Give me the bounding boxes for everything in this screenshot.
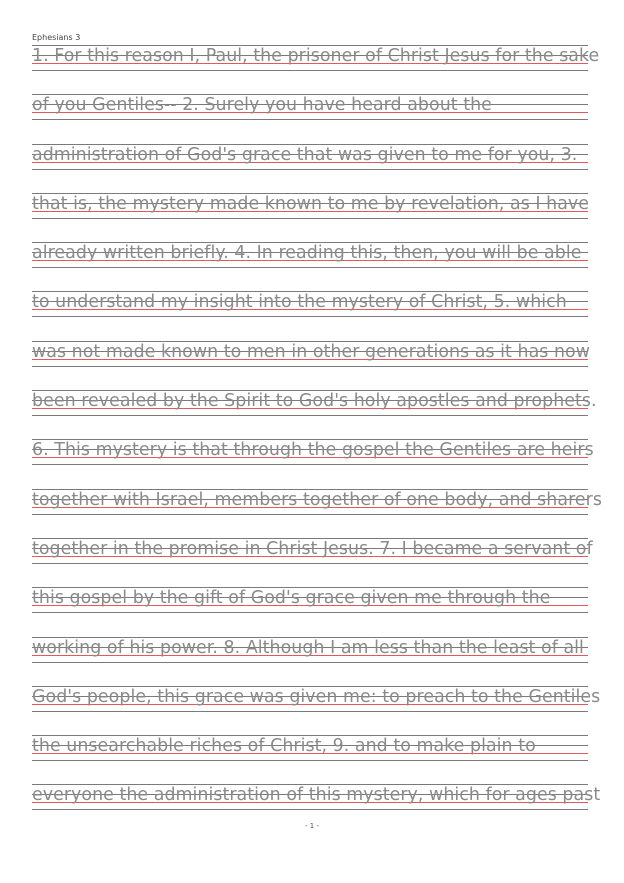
practice-line [32,43,600,92]
ruled-guide [32,760,588,761]
handwriting-practice-sheet [32,43,602,832]
trace-text: working of his power. 8. Although I am less than the least of all [32,637,584,658]
practice-line [32,289,588,338]
ruled-guide [32,612,588,613]
trace-text: together in the promise in Christ Jesus. 7. I became a servant of [32,538,593,559]
trace-text: to understand my insight into the mystery of Christ, 5. which [32,292,567,313]
trace-text: this gospel by the gift of God's grace given me through the [32,588,551,609]
trace-text: been revealed by the Spirit to God's holy apostles and prophets. [32,391,597,412]
page-number: - 1 - [305,822,319,830]
ruled-guide [32,662,588,663]
practice-line [32,240,588,289]
practice-line [32,339,591,388]
practice-line [32,388,597,437]
ruled-guide [32,267,588,268]
trace-text: together with Israel, members together of one body, and sharers [32,489,602,510]
ruled-guide [32,316,588,317]
ruled-guide [32,464,588,465]
ruled-guide [32,70,588,71]
trace-text: of you Gentiles-- 2. Surely you have heard about the [32,95,492,116]
ruled-guide [32,169,588,170]
trace-text: 6. This mystery is that through the gospel the Gentiles are heirs [32,440,594,461]
ruled-guide [32,415,588,416]
trace-text: God's people, this grace was given me: to preach to the Gentiles [32,686,601,707]
practice-line [32,92,588,141]
practice-line [32,487,602,536]
trace-text: already written briefly. 4. In reading this, then, you will be able [32,243,582,264]
practice-line [32,733,588,782]
ruled-guide [32,514,588,515]
trace-text: everyone the administration of this mystery, which for ages past [32,785,601,806]
practice-line [32,437,594,486]
practice-line [32,585,588,634]
ruled-guide [32,809,588,810]
practice-line [32,536,593,585]
trace-text: the unsearchable riches of Christ, 9. and to make plain to [32,736,536,757]
trace-text: that is, the mystery made known to me by revelation, as I have [32,193,590,214]
ruled-guide [32,119,588,120]
page-header-title: Ephesians 3 [32,33,81,42]
trace-text: administration of God's grace that was given to me for you, 3. [32,144,578,165]
practice-line [32,142,588,191]
ruled-guide [32,218,588,219]
ruled-guide [32,563,588,564]
practice-line [32,191,588,240]
ruled-guide [32,711,588,712]
ruled-guide [32,366,588,367]
practice-line [32,635,588,684]
trace-text: 1. For this reason I, Paul, the prisoner of Christ Jesus for the sake [32,46,600,66]
practice-line [32,684,601,733]
trace-text: was not made known to men in other generations as it has now [32,341,591,362]
